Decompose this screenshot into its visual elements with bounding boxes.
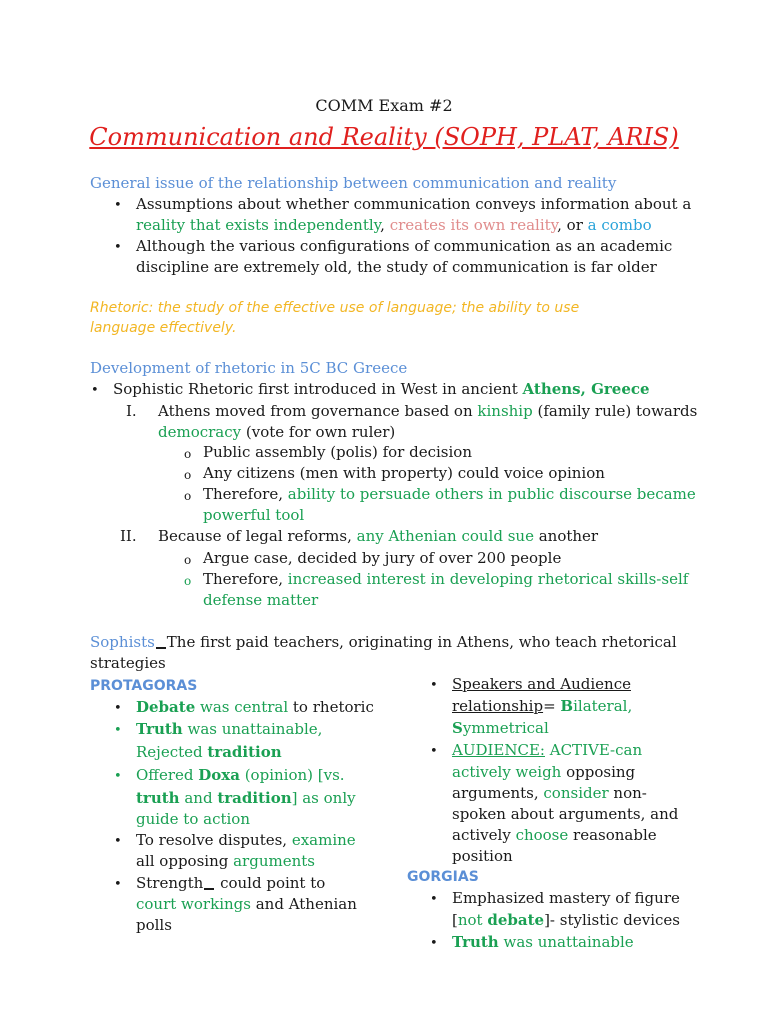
protagoras-item-5: Strength could point to xyxy=(136,874,326,892)
point-2-sub-1: Argue case, decided by jury of over 200 people xyxy=(203,549,562,567)
protagoras-heading: PROTAGORAS xyxy=(90,678,198,694)
gorgias-item-1-cont: [not debate]- stylistic devices xyxy=(452,911,680,929)
protagoras-item-3-cont: truth and tradition] as only xyxy=(136,789,356,807)
right-item-2-cont: actively weigh opposing xyxy=(452,763,636,781)
general-bullet-2-line-1: Although the various configurations of communication as an academic xyxy=(136,237,673,255)
gorgias-item-2: Truth was unattainable xyxy=(452,933,634,951)
exam-title: COMM Exam #2 xyxy=(315,96,453,115)
protagoras-item-2: Truth was unattainable, xyxy=(136,720,323,738)
point-2-sub-2-cont: defense matter xyxy=(203,591,319,609)
gorgias-heading: GORGIAS xyxy=(407,869,479,885)
bullet-icon: • xyxy=(114,701,122,716)
bullet-icon: • xyxy=(430,678,438,693)
rhetoric-definition: Rhetoric: the study of the effective use of language; the ability to use language effectively. xyxy=(90,300,580,336)
right-item-2: AUDIENCE: ACTIVE-can xyxy=(452,741,643,759)
bullet-icon: • xyxy=(114,834,122,849)
right-item-1: Speakers and Audience xyxy=(452,675,631,693)
sophists-definition-cont: strategies xyxy=(90,654,166,672)
gorgias-item-1: Emphasized mastery of figure xyxy=(452,889,680,907)
point-2-sub-2: Therefore, increased interest in developing rhetorical skills-self xyxy=(203,570,689,588)
bullet-icon: • xyxy=(430,744,438,759)
protagoras-item-3-cont-2: guide to action xyxy=(136,810,250,828)
page-title: Communication and Reality (SOPH, PLAT, ARIS) xyxy=(89,123,679,151)
point-1-sub-1: Public assembly (polis) for decision xyxy=(203,443,472,461)
circle-bullet-icon: o xyxy=(184,574,192,588)
protagoras-item-2-cont: Rejected tradition xyxy=(136,743,282,761)
right-item-1-cont-2: Symmetrical xyxy=(452,719,549,737)
point-1-sub-3-cont: powerful tool xyxy=(203,506,305,524)
right-item-2-cont-2: arguments, consider non- xyxy=(452,784,647,802)
sophists-definition: Sophists The first paid teachers, originating in Athens, who teach rhetorical xyxy=(90,633,677,651)
roman-numeral-1: I. xyxy=(126,402,137,420)
bullet-icon: • xyxy=(91,383,99,398)
bullet-icon: • xyxy=(430,936,438,951)
point-2-line-1: Because of legal reforms, any Athenian could sue another xyxy=(158,527,599,545)
protagoras-item-4: To resolve disputes, examine xyxy=(136,831,356,849)
circle-bullet-icon: o xyxy=(184,489,192,503)
bullet-icon: • xyxy=(430,892,438,907)
circle-bullet-icon: o xyxy=(184,553,192,567)
development-bullet-1: Sophistic Rhetoric first introduced in West in ancient Athens, Greece xyxy=(113,380,650,398)
right-item-2-cont-5: position xyxy=(452,847,513,865)
protagoras-item-3: Offered Doxa (opinion) [vs. xyxy=(136,766,345,784)
development-heading: Development of rhetoric in 5C BC Greece xyxy=(90,359,408,377)
general-bullet-2-line-2: discipline are extremely old, the study of communication is far older xyxy=(136,258,657,276)
right-item-2-cont-4: actively choose reasonable xyxy=(452,826,657,844)
roman-numeral-2: II. xyxy=(120,527,137,545)
protagoras-item-5-cont-2: polls xyxy=(136,916,172,934)
right-item-2-cont-3: spoken about arguments, and xyxy=(452,805,679,823)
general-heading: General issue of the relationship between communication and reality xyxy=(90,174,617,192)
circle-bullet-icon: o xyxy=(184,447,192,461)
protagoras-item-4-cont: all opposing arguments xyxy=(136,852,315,870)
point-1-line-1: Athens moved from governance based on kinship (family rule) towards xyxy=(158,402,698,420)
protagoras-item-1: Debate was central to rhetoric xyxy=(136,698,374,716)
circle-bullet-icon: o xyxy=(184,468,192,482)
bullet-icon: • xyxy=(114,769,122,784)
general-bullet-1-line-1: Assumptions about whether communication conveys information about a xyxy=(136,195,692,213)
point-1-line-2: democracy (vote for own ruler) xyxy=(158,423,396,441)
right-item-1-cont: relationship= Bilateral, xyxy=(452,697,633,715)
bullet-icon: • xyxy=(114,198,122,213)
point-1-sub-3: Therefore, ability to persuade others in public discourse became xyxy=(203,485,696,503)
protagoras-item-5-cont: court workings and Athenian xyxy=(136,895,357,913)
general-bullet-1-line-2: reality that exists independently, creates its own reality, or a combo xyxy=(136,216,652,234)
bullet-icon: • xyxy=(114,877,122,892)
bullet-icon: • xyxy=(114,240,122,255)
point-1-sub-2: Any citizens (men with property) could voice opinion xyxy=(203,464,605,482)
bullet-icon: • xyxy=(114,723,122,738)
